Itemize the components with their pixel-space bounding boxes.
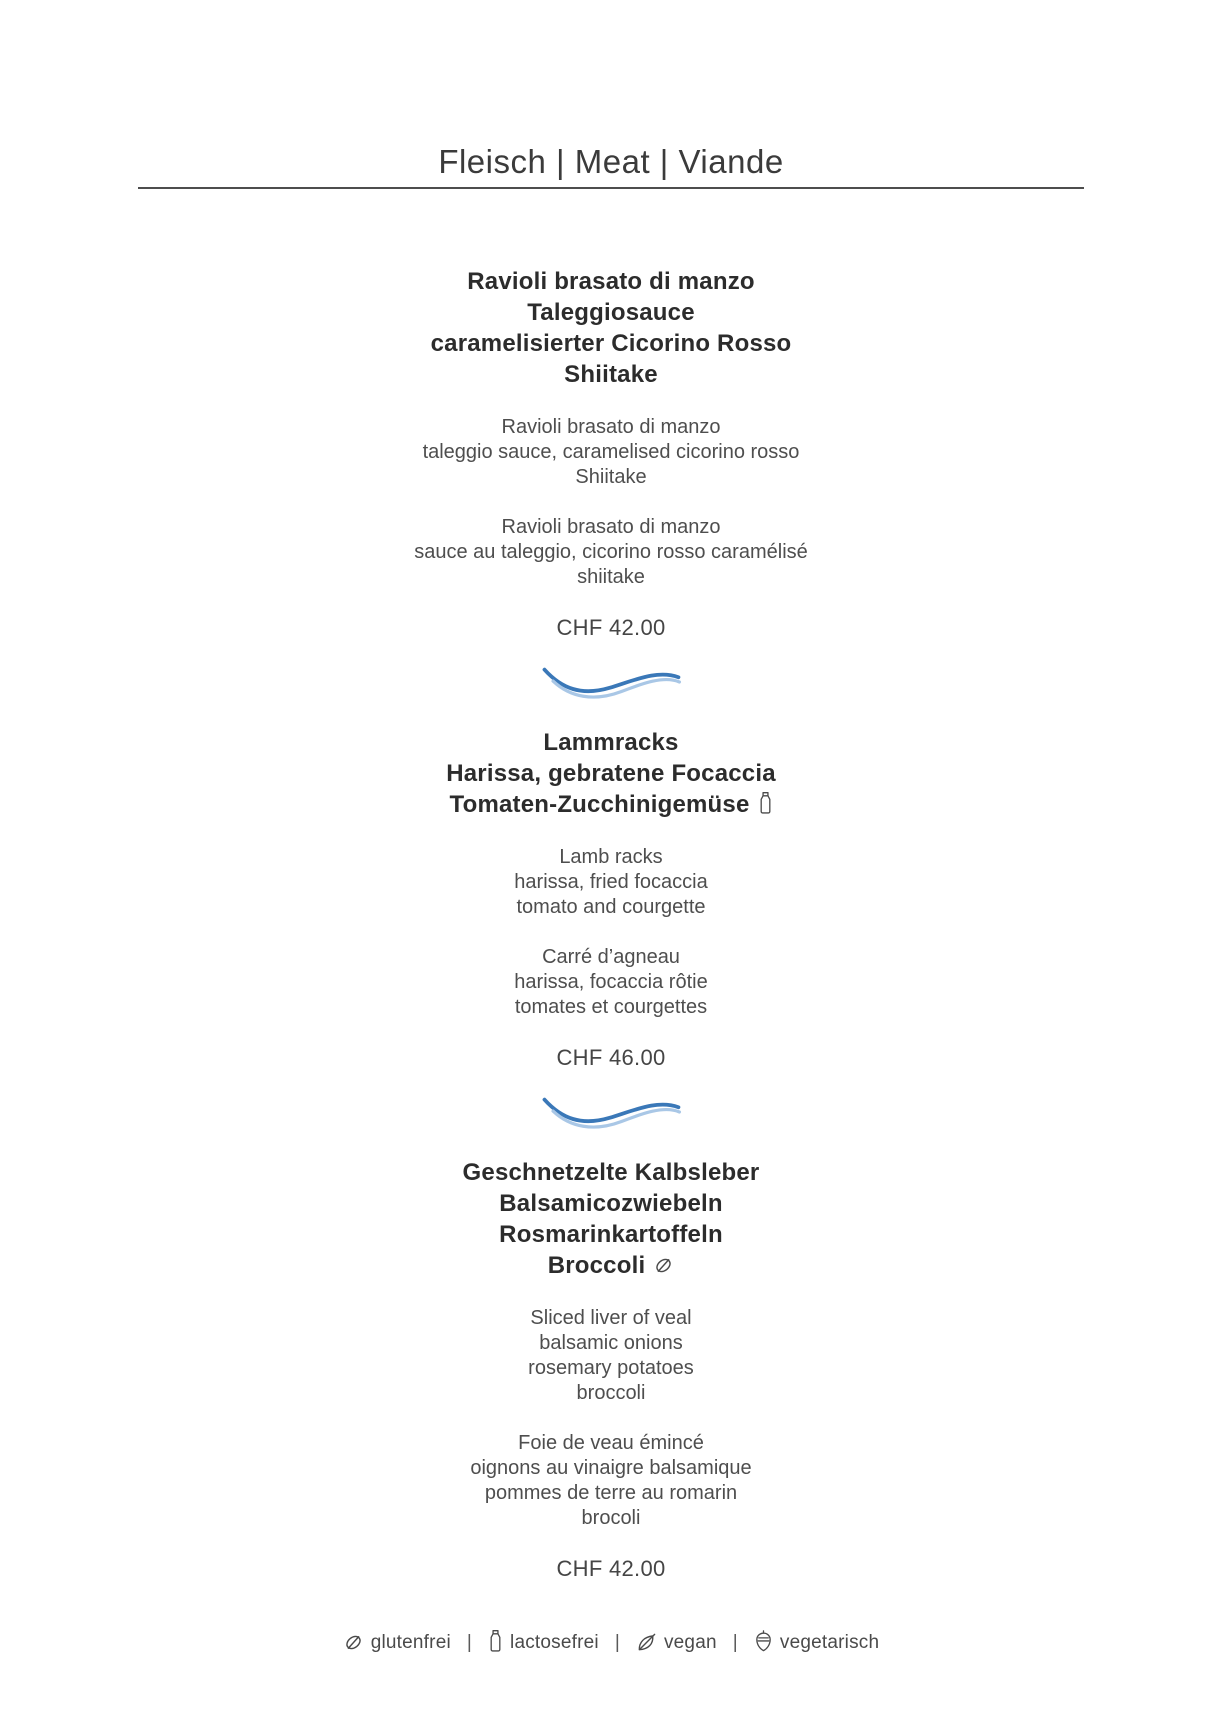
- dish-price: CHF 42.00: [556, 615, 666, 640]
- text-line: Lamb racks: [559, 846, 663, 868]
- dish-price: CHF 42.00: [556, 1556, 666, 1581]
- legend-label: vegetarisch: [779, 1632, 880, 1653]
- wave-divider: [0, 1093, 1222, 1131]
- text-line: tomates et courgettes: [514, 996, 708, 1018]
- legend-separator: |: [614, 1632, 620, 1653]
- legend-item-vegan: [636, 1630, 717, 1656]
- text-line: Broccoli: [0, 1250, 1222, 1281]
- text-line: Ravioli brasato di manzo: [467, 268, 755, 295]
- text-line: Rosmarinkartoffeln: [499, 1221, 723, 1248]
- vegan-icon: [636, 1632, 657, 1653]
- glutenfree-icon: [653, 1255, 674, 1276]
- vegetarian-icon: [754, 1630, 773, 1653]
- legend-item-vegetarisch: [754, 1630, 879, 1656]
- dish-title-de: [0, 266, 1222, 390]
- lactosefree-icon: [488, 1629, 503, 1653]
- legend-separator: |: [466, 1632, 473, 1653]
- text-line: Ravioli brasato di manzo: [501, 516, 721, 538]
- text-line: Tomaten-Zucchinigemüse: [0, 789, 1222, 820]
- wave-divider: [0, 663, 1222, 701]
- page-title: Fleisch | Meat | Viande: [438, 143, 784, 180]
- text-line: Carré d’agneau: [542, 946, 680, 968]
- text-line: Balsamicozwiebeln: [499, 1190, 723, 1217]
- legend-label: vegan: [663, 1632, 717, 1653]
- diet-legend: [0, 1629, 1222, 1656]
- dish-desc-fr: [0, 1431, 1222, 1531]
- text-line: rosemary potatoes: [528, 1357, 694, 1379]
- text-line: Ravioli brasato di manzo: [501, 416, 721, 438]
- legend-label: glutenfrei: [370, 1632, 451, 1653]
- dish-list: [0, 189, 1222, 1582]
- text-line: Shiitake: [564, 361, 658, 388]
- dish-title-de: [0, 727, 1222, 820]
- dish: [0, 727, 1222, 1071]
- legend-label: lactosefrei: [510, 1632, 599, 1653]
- text-line: caramelisierter Cicorino Rosso: [430, 330, 792, 357]
- text-line: taleggio sauce, caramelised cicorino rosso: [422, 441, 800, 463]
- legend-item-glutenfrei: [343, 1630, 451, 1656]
- text-line: Harissa, gebratene Focaccia: [446, 760, 776, 787]
- text-line: sauce au taleggio, cicorino rosso caramélisé: [414, 541, 808, 563]
- dish-price: CHF 46.00: [556, 1045, 666, 1070]
- text-line: brocoli: [581, 1507, 641, 1529]
- page-header: [0, 142, 1222, 189]
- text-line: Geschnetzelte Kalbsleber: [462, 1159, 760, 1186]
- text-line: oignons au vinaigre balsamique: [470, 1457, 752, 1479]
- legend-item-lactosefrei: [488, 1629, 599, 1656]
- glutenfree-icon: [343, 1632, 364, 1653]
- text-line: balsamic onions: [539, 1332, 683, 1354]
- text-line: Shiitake: [575, 466, 647, 488]
- text-line: Sliced liver of veal: [530, 1307, 692, 1329]
- text-line: tomato and courgette: [516, 896, 706, 918]
- text-line: Lammracks: [543, 729, 679, 756]
- dish-desc-en: [0, 845, 1222, 920]
- legend-separator: |: [732, 1632, 738, 1653]
- text-line: harissa, focaccia rôtie: [514, 971, 708, 993]
- text-line: shiitake: [577, 566, 645, 588]
- lactosefree-icon: [758, 791, 773, 815]
- dish-desc-fr: [0, 945, 1222, 1020]
- dish-desc-fr: [0, 515, 1222, 590]
- text-line: pommes de terre au romarin: [484, 1482, 738, 1504]
- dish: [0, 266, 1222, 641]
- text-line: Taleggiosauce: [527, 299, 695, 326]
- dish-desc-en: [0, 415, 1222, 490]
- dish: [0, 1157, 1222, 1582]
- text-line: broccoli: [576, 1382, 646, 1404]
- dish-desc-en: [0, 1306, 1222, 1406]
- text-line: harissa, fried focaccia: [514, 871, 708, 893]
- dish-title-de: [0, 1157, 1222, 1281]
- text-line: Foie de veau émincé: [518, 1432, 704, 1454]
